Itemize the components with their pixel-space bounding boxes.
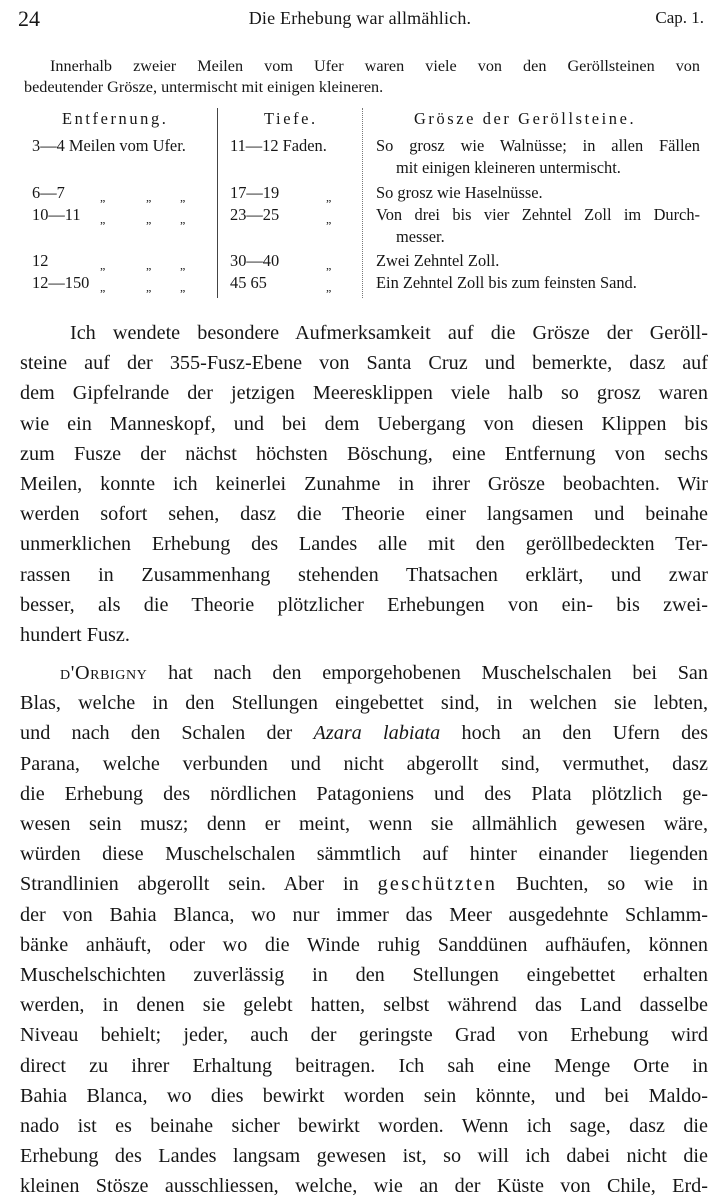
table-intro: [24, 56, 700, 98]
ditto-mark: „: [100, 280, 106, 294]
ditto-mark: „: [326, 212, 332, 226]
text-line: Muschelschichten zuverlässig in den Stellungen eingebettet erhalten: [20, 963, 708, 986]
text-line: [20, 658, 708, 688]
column-header-size: Grösze der Geröllsteine.: [414, 109, 637, 128]
text-line: Bahia Blanca, wo dies bewirkt worden sein könnte, und bei Maldo-: [20, 1084, 708, 1107]
text-line: bänke anhäuft, oder wo die Winde ruhig Sanddünen aufhäufen, können: [20, 933, 708, 956]
text-line: hundert Fusz.: [20, 623, 130, 646]
table-cell-distance: 10—11: [32, 205, 81, 224]
text-line: Meilen, konnte ich keinerlei Zunahme in ihrer Grösze beobachten. Wir: [20, 472, 708, 495]
text-line: wesen sein musz; denn er meint, wenn sie allmählich gewesen wäre,: [20, 813, 708, 835]
ditto-mark: „: [146, 190, 152, 204]
text-line: rassen in Zusammenhang stehenden Thatsachen erklärt, und zwar: [20, 563, 708, 586]
author-name: d'Orbigny: [60, 662, 148, 685]
table-cell-depth: 30—40: [230, 251, 280, 270]
species-name: Azara labiata: [313, 722, 441, 745]
text-span: und nach den Schalen der: [20, 722, 314, 745]
text-line: Niveau behielt; jeder, auch der geringste Grad von Erhebung wird: [20, 1024, 708, 1047]
table-cell-size: [376, 272, 700, 294]
text-line: direct zu ihrer Erhaltung beitragen. Ich sah eine Menge Orte in: [20, 1054, 708, 1077]
size-line: Zwei Zehntel Zoll.: [376, 251, 500, 270]
ditto-mark: „: [100, 212, 106, 226]
text-line: [20, 718, 708, 748]
ditto-mark: „: [100, 258, 106, 272]
ditto-mark: „: [100, 190, 106, 204]
table-cell-depth: 17—19: [230, 183, 280, 202]
text-line: Ich wendete besondere Aufmerksamkeit auf die Grösze der Geröll-: [70, 322, 708, 344]
body-text: [20, 318, 708, 1201]
paragraph-gap: [20, 650, 708, 658]
paragraph: [20, 318, 708, 650]
text-line: werden, in denen sie gelebt hatten, selbst während das Land dasselbe: [20, 994, 708, 1017]
ditto-mark: „: [326, 190, 332, 204]
running-title: Die Erhebung war allmählich.: [248, 8, 472, 28]
column-header-depth: Tiefe.: [264, 109, 318, 128]
text-span: hat nach den emporgehobenen Muschelschalen bei San: [147, 662, 708, 685]
text-line: [20, 869, 708, 899]
emphasized-word: geschützten: [377, 873, 498, 896]
paragraph: [20, 658, 708, 1201]
chapter-label: Cap. 1.: [655, 8, 704, 27]
text-line: Erhebung des Landes langsam gewesen ist, so will ich dabei nicht die: [20, 1145, 708, 1168]
table-cell-size: [376, 135, 700, 179]
text-span: Buchten, so wie in: [497, 873, 708, 896]
ditto-mark: „: [180, 212, 186, 226]
ditto-mark: „: [326, 258, 332, 272]
text-line: die Erhebung des nördlichen Patagoniens und des Plata plötzlich ge-: [20, 782, 708, 805]
ditto-mark: „: [326, 280, 332, 294]
table-cell-distance: 3—4 Meilen vom Ufer.: [32, 136, 186, 155]
size-line: So grosz wie Walnüsse; in allen Fällen: [376, 136, 700, 155]
running-header: [16, 4, 704, 34]
column-divider: [217, 108, 219, 298]
size-line: messer.: [396, 227, 445, 247]
text-line: kleinen Stösze ausschliessen, welche, wie an der Küste von Chile, Erd-: [20, 1175, 708, 1198]
intro-line: bedeutender Grösze, untermischt mit einigen kleineren.: [24, 78, 384, 96]
table-cell-size: [376, 204, 700, 248]
text-line: wie ein Manneskopf, und bei dem Uebergang von diesen Klippen bis: [20, 412, 708, 435]
size-line: Ein Zehntel Zoll bis zum feinsten Sand.: [376, 273, 637, 292]
text-line: werden sofort sehen, dasz die Theorie einer langsamen und beinahe: [20, 503, 708, 526]
text-line: Parana, welche verbunden und nicht abgerollt sind, vermuthet, dasz: [20, 752, 708, 775]
table-cell-distance: 6—7: [32, 183, 65, 202]
text-line: zum Fusze der nächst höchsten Böschung, eine Entfernung von sechs: [20, 442, 708, 465]
text-line: Blas, welche in den Stellungen eingebettet sind, in welchen sie lebten,: [20, 692, 708, 715]
column-divider: [362, 108, 364, 298]
text-line: nado ist es beinahe sicher bewirkt worden. Wenn ich sage, dasz die: [20, 1114, 708, 1137]
size-line: So grosz wie Haselnüsse.: [376, 183, 543, 202]
table-cell-distance: 12: [32, 251, 49, 270]
size-line: Von drei bis vier Zehntel Zoll im Durch-: [376, 205, 700, 224]
column-header-distance: Entfernung.: [62, 109, 169, 128]
table-cell-depth: 45 65: [230, 273, 267, 292]
page-number: 24: [18, 6, 40, 31]
text-line: besser, als die Theorie plötzlicher Erhebungen von ein- bis zwei-: [20, 593, 708, 616]
intro-line: Innerhalb zweier Meilen vom Ufer waren viele von den Geröllsteinen von: [50, 57, 700, 75]
table-cell-distance: 12—150: [32, 273, 90, 292]
ditto-mark: „: [146, 280, 152, 294]
ditto-mark: „: [180, 190, 186, 204]
table-cell-depth: 11—12 Faden.: [230, 136, 327, 155]
table-cell-depth: 23—25: [230, 205, 280, 224]
text-line: würden diese Muschelschalen sämmtlich auf hinter einander liegenden: [20, 843, 708, 866]
ditto-mark: „: [146, 258, 152, 272]
table-cell-size: [376, 250, 700, 272]
table-cell-size: [376, 182, 700, 204]
ditto-mark: „: [146, 212, 152, 226]
text-line: steine auf der 355-Fusz-Ebene von Santa Cruz und bemerkte, dasz auf: [20, 352, 708, 375]
text-span: hoch an den Ufern des: [440, 722, 709, 745]
text-line: der von Bahia Blanca, wo nur immer das Meer ausgedehnte Schlamm-: [20, 903, 708, 926]
ditto-mark: „: [180, 280, 186, 294]
size-line: mit einigen kleineren untermischt.: [396, 158, 621, 178]
text-line: dem Gipfelrande der jetzigen Meeresklippen viele halb so grosz waren: [20, 382, 708, 405]
text-span: Strandlinien abgerollt sein. Aber in: [20, 873, 378, 896]
text-line: unmerklichen Erhebung des Landes alle mit den geröllbedeckten Ter-: [20, 533, 708, 556]
ditto-mark: „: [180, 258, 186, 272]
